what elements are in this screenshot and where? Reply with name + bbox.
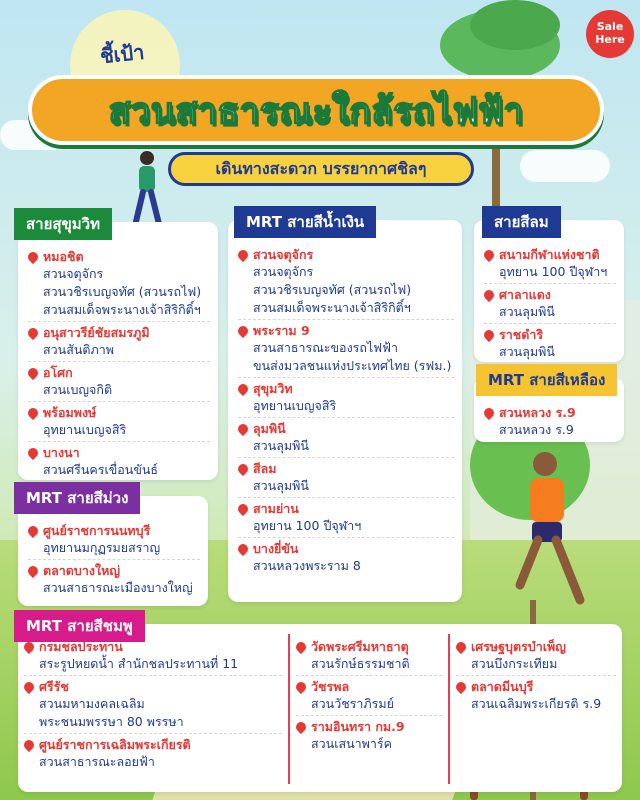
station-name: สีลม <box>253 461 277 476</box>
station-divider <box>238 319 454 320</box>
station-divider <box>296 675 442 676</box>
park-name: สวนจตุจักร <box>43 266 104 281</box>
station-name-row <box>456 638 616 655</box>
station-name: รามอินทรา กม.9 <box>311 719 405 734</box>
station-list <box>28 248 210 479</box>
station-name: ศาลาแดง <box>499 287 551 302</box>
station-divider <box>238 377 454 378</box>
mrt-yellow-line-title: MRT สายสีเหลือง <box>476 364 617 396</box>
park-name: สวนสันติภาพ <box>43 342 114 357</box>
park-name: สวนเฉลิมพระเกียรติ ร.9 <box>471 696 602 711</box>
location-pin-icon <box>482 405 496 419</box>
mrt-blue-line-title: MRT สายสีน้ำเงิน <box>234 206 376 238</box>
station-divider <box>28 321 210 322</box>
mrt-pink-line-card <box>18 617 622 792</box>
mrt-yellow-line-card <box>474 371 624 442</box>
station-name-row <box>24 638 282 655</box>
park-name: สวนสาธารณะลอยฟ้า <box>39 754 155 769</box>
park-name: สวนหลวงพระราม 8 <box>253 558 361 573</box>
park-name: สระรูปหยดน้ำ สำนักชลประทานที่ 11 <box>39 656 239 671</box>
station-name: บางยี่ขัน <box>253 541 299 556</box>
station-divider <box>238 457 454 458</box>
station-list <box>238 246 454 575</box>
station-item <box>28 364 210 399</box>
park-name: อุทยาน 100 ปีจุฬาฯ <box>253 518 362 533</box>
station-list <box>484 246 616 361</box>
station-name: ตลาดบางใหญ่ <box>43 563 120 578</box>
park-name: สวนเสนาพาร์ค <box>311 736 392 751</box>
park-name: สวนสาธารณะเมืองบางใหญ่ <box>43 580 193 595</box>
station-divider <box>28 361 210 362</box>
station-name: หมอชิต <box>43 249 84 264</box>
station-item <box>28 404 210 439</box>
station-item <box>28 562 200 597</box>
park-name: สวนลุมพินี <box>499 304 555 319</box>
station-name: พร้อมพงษ์ <box>43 405 97 420</box>
park-name: สวนลุมพินี <box>253 438 309 453</box>
station-list <box>28 522 200 597</box>
station-name-row <box>456 678 616 695</box>
station-name: เศรษฐบุตรบำเพ็ญ <box>471 639 566 654</box>
park-name: ขนส่งมวลชนแห่งประเทศไทย (รฟม.) <box>253 358 452 373</box>
location-pin-icon <box>454 639 468 653</box>
park-name: สวนศรีนครเขื่อนขันธ์ <box>43 462 159 477</box>
location-pin-icon <box>26 325 40 339</box>
park-name: สวนหลวง ร.9 <box>499 422 574 437</box>
location-pin-icon <box>26 405 40 419</box>
pink-column-1 <box>24 638 282 773</box>
station-name-row <box>28 248 210 265</box>
silom-line-title: สายสีลม <box>482 206 561 238</box>
location-pin-icon <box>236 247 250 261</box>
station-name-row <box>238 322 454 339</box>
park-name: พระชนมพรรษา 80 พรรษา <box>39 714 184 729</box>
column-divider <box>288 634 290 784</box>
tree-canopy <box>470 0 560 50</box>
station-item <box>28 444 210 479</box>
station-name-row <box>28 562 200 579</box>
station-item <box>28 248 210 319</box>
station-name-row <box>484 404 616 421</box>
station-item <box>296 678 442 713</box>
location-pin-icon <box>22 737 36 751</box>
station-divider <box>456 675 616 676</box>
station-name-row <box>28 324 210 341</box>
pink-column-3 <box>456 638 616 715</box>
location-pin-icon <box>482 327 496 341</box>
station-name: สุขุมวิท <box>253 381 293 396</box>
park-name: สวนสมเด็จพระนางเจ้าสิริกิติ์ฯ <box>253 300 411 315</box>
column-divider <box>448 634 450 784</box>
station-name-row <box>28 404 210 421</box>
station-divider <box>484 323 616 324</box>
location-pin-icon <box>236 323 250 337</box>
station-item <box>28 522 200 557</box>
location-pin-icon <box>482 247 496 261</box>
station-name: ลุมพินี <box>253 421 286 436</box>
mrt-pink-line-title: MRT สายสีชมพู <box>14 610 145 642</box>
kicker-text: ชี้เป้า <box>98 39 146 69</box>
park-name: สวนมหามงคลเฉลิม <box>39 696 145 711</box>
station-name: ศรีรัช <box>39 679 69 694</box>
station-divider <box>24 733 282 734</box>
location-pin-icon <box>454 679 468 693</box>
park-name: สวนวัชราภิรมย์ <box>311 696 394 711</box>
station-divider <box>238 417 454 418</box>
station-name-row <box>24 678 282 695</box>
station-divider <box>296 715 442 716</box>
station-name-row <box>484 286 616 303</box>
park-name: สวนสมเด็จพระนางเจ้าสิริกิติ์ฯ <box>43 302 201 317</box>
location-pin-icon <box>26 365 40 379</box>
station-divider <box>238 497 454 498</box>
station-name: วัชรพล <box>311 679 350 694</box>
runner-illustration <box>500 450 600 610</box>
station-item <box>484 286 616 321</box>
station-item <box>484 326 616 361</box>
location-pin-icon <box>236 381 250 395</box>
station-name: บางนา <box>43 445 80 460</box>
station-item <box>24 678 282 731</box>
location-pin-icon <box>294 639 308 653</box>
station-name: พระราม 9 <box>253 323 310 338</box>
station-item <box>484 246 616 281</box>
station-name-row <box>238 380 454 397</box>
location-pin-icon <box>22 679 36 693</box>
station-name: สวนหลวง ร.9 <box>499 405 576 420</box>
page-title: สวนสาธารณะใกล้รถไฟฟ้า <box>108 90 524 132</box>
station-item <box>238 460 454 495</box>
station-name: วัดพระศรีมหาธาตุ <box>311 639 409 654</box>
station-name-row <box>238 246 454 263</box>
park-name: อุทยานเบญจสิริ <box>43 422 127 437</box>
station-name-row <box>28 522 200 539</box>
station-name: อโศก <box>43 365 73 380</box>
station-item <box>456 678 616 713</box>
station-name: สามย่าน <box>253 501 299 516</box>
station-name: ตลาดมีนบุรี <box>471 679 534 694</box>
park-name: สวนเบญจกิติ <box>43 382 113 397</box>
location-pin-icon <box>22 639 36 653</box>
station-name-row <box>238 540 454 557</box>
location-pin-icon <box>26 523 40 537</box>
park-name: สวนวชิรเบญจทัศ (สวนรถไฟ) <box>253 282 412 297</box>
station-name-row <box>28 364 210 381</box>
page-title-banner <box>28 75 604 145</box>
station-name: กรมชลประทาน <box>39 639 123 654</box>
station-divider <box>28 559 200 560</box>
location-pin-icon <box>482 287 496 301</box>
station-name-row <box>484 246 616 263</box>
location-pin-icon <box>236 501 250 515</box>
station-name: ราชดำริ <box>499 327 544 342</box>
park-name: สวนรักษ์ธรรมชาติ <box>311 656 410 671</box>
sukhumvit-line-title: สายสุขุมวิท <box>14 208 112 240</box>
station-item <box>238 246 454 317</box>
station-divider <box>28 401 210 402</box>
cloud <box>520 150 610 182</box>
location-pin-icon <box>26 563 40 577</box>
station-name: สนามกีฬาแห่งชาติ <box>499 247 600 262</box>
location-pin-icon <box>26 445 40 459</box>
station-item <box>296 638 442 673</box>
station-item <box>238 322 454 375</box>
station-divider <box>238 537 454 538</box>
station-item <box>296 718 442 753</box>
mrt-purple-line-title: MRT สายสีม่วง <box>14 482 140 514</box>
station-divider <box>484 283 616 284</box>
park-name: อุทยานเบญจสิริ <box>253 398 337 413</box>
location-pin-icon <box>294 719 308 733</box>
station-item <box>238 500 454 535</box>
station-name-row <box>238 420 454 437</box>
location-pin-icon <box>236 541 250 555</box>
mrt-purple-line-card <box>18 489 208 606</box>
silom-line-card <box>474 213 624 362</box>
station-item <box>24 638 282 673</box>
station-name-row <box>238 500 454 517</box>
park-name: สวนลุมพินี <box>253 478 309 493</box>
station-name: ศูนย์ราชการนนทบุรี <box>43 523 151 538</box>
station-divider <box>28 441 210 442</box>
park-name: อุทยาน 100 ปีจุฬาฯ <box>499 264 608 279</box>
station-name-row <box>238 460 454 477</box>
park-name: สวนวชิรเบญจทัศ (สวนรถไฟ) <box>43 284 202 299</box>
pink-column-2 <box>296 638 442 755</box>
station-item <box>484 404 616 439</box>
park-name: สวนบึงกระเทียม <box>471 656 558 671</box>
station-list <box>484 404 616 439</box>
location-pin-icon <box>236 461 250 475</box>
station-name: อนุสาวรีย์ชัยสมรภูมิ <box>43 325 150 340</box>
mrt-blue-line-card <box>228 213 462 602</box>
park-name: สวนลุมพินี <box>499 344 555 359</box>
station-item <box>238 380 454 415</box>
park-name: สวนจตุจักร <box>253 264 314 279</box>
location-pin-icon <box>294 679 308 693</box>
location-pin-icon <box>236 421 250 435</box>
station-item <box>28 324 210 359</box>
station-name: สวนจตุจักร <box>253 247 314 262</box>
station-item <box>456 638 616 673</box>
station-name-row <box>484 326 616 343</box>
station-item <box>238 540 454 575</box>
station-name-row <box>28 444 210 461</box>
station-name-row <box>296 678 442 695</box>
station-item <box>238 420 454 455</box>
brand-logo: Sale Here <box>586 10 634 58</box>
station-name-row <box>296 718 442 735</box>
station-name-row <box>24 736 282 753</box>
location-pin-icon <box>26 249 40 263</box>
station-name-row <box>296 638 442 655</box>
station-name: ศูนย์ราชการเฉลิมพระเกียรติ <box>39 737 191 752</box>
park-name: สวนสาธารณะของรถไฟฟ้า <box>253 340 398 355</box>
station-divider <box>24 675 282 676</box>
sukhumvit-line-card <box>18 215 218 480</box>
park-name: อุทยานมกุฏรมยสราญ <box>43 540 161 555</box>
page-subtitle: เดินทางสะดวก บรรยากาศชิลๆ <box>168 152 474 186</box>
station-item <box>24 736 282 771</box>
